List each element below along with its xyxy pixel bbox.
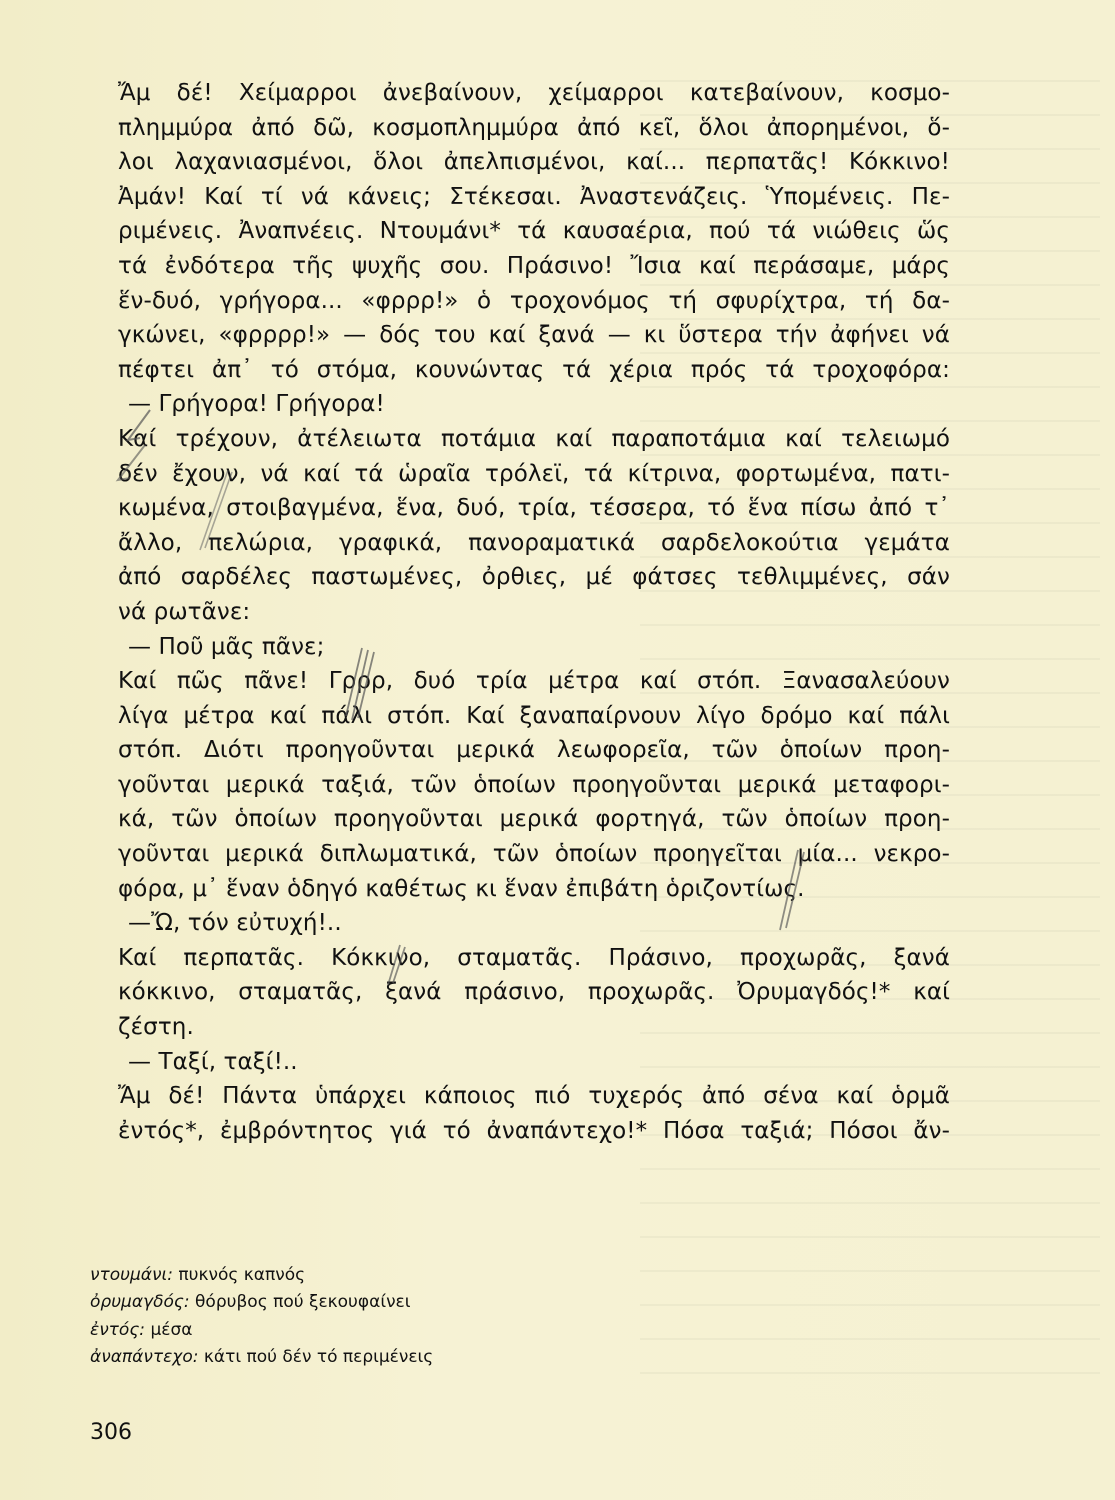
page-number: 306 xyxy=(90,1420,132,1445)
text-line: Καί τρέχουν, ἀτέλειωτα ποτάμια καί παραποτάμια καί τελειωμό xyxy=(118,425,950,452)
text-line: γοῦνται μερικά ταξιά, τῶν ὁποίων προηγοῦνται μερικά μεταφορι- xyxy=(118,771,950,798)
text-line: — Ταξί, ταξί!.. xyxy=(128,1048,298,1075)
text-line: νά ρωτᾶνε: xyxy=(118,598,251,625)
text-line: πλημμύρα ἀπό δῶ, κοσμοπλημμύρα ἀπό κεῖ, ὅλοι ἀπορημένοι, ὅ- xyxy=(118,114,950,141)
footnote-definition: κάτι πού δέν τό περιμένεις xyxy=(203,1346,434,1367)
footnote-definition: θόρυβος πού ξεκουφαίνει xyxy=(195,1292,411,1313)
text-line: γοῦνται μερικά διπλωματικά, τῶν ὁποίων προηγεῖται μία... νεκρο- xyxy=(118,841,950,868)
text-line: κωμένα, στοιβαγμένα, ἕνα, δυό, τρία, τέσσερα, τό ἕνα πίσω ἀπό τ᾿ xyxy=(118,495,950,522)
footnote-definition: πυκνός καπνός xyxy=(178,1265,306,1285)
text-line: —Ὤ, τόν εὐτυχή!.. xyxy=(128,910,342,937)
text-line: Ἄμ δέ! Χείμαρροι ἀνεβαίνουν, χείμαρροι κατεβαίνουν, κοσμο- xyxy=(118,80,950,106)
text-line: — Γρήγορα! Γρήγορα! xyxy=(128,391,385,418)
text-line: γκώνει, «φρρρρ!» — δός του καί ξανά — κι ὕστερα τήν ἀφήνει νά xyxy=(118,322,950,349)
text-line: κόκκινο, σταματᾶς, ξανά πράσινο, προχωρᾶς. Ὀρυμαγδός!* καί xyxy=(118,979,950,1006)
text-line: τά ἐνδότερα τῆς ψυχῆς σου. Πράσινο! Ἴσια καί περάσαμε, μάρς xyxy=(118,252,950,279)
text-line: Ἄμ δέ! Πάντα ὑπάρχει κάποιος πιό τυχερός ἀπό σένα καί ὁρμᾶ xyxy=(118,1083,950,1110)
text-line: κά, τῶν ὁποίων προηγοῦνται μερικά φορτηγά, τῶν ὁποίων προη- xyxy=(118,806,950,833)
text-line: στόπ. Διότι προηγοῦνται μερικά λεωφορεῖα, τῶν ὁποίων προη- xyxy=(118,737,950,764)
text-line: δέν ἔχουν, νά καί τά ὡραῖα τρόλεϊ, τά κίτρινα, φορτωμένα, πατι- xyxy=(118,460,950,487)
footnote-term: ἐντός: xyxy=(90,1319,146,1340)
text-line: ἀπό σαρδέλες παστωμένες, ὀρθιες, μέ φάτσες τεθλιμμένες, σάν xyxy=(118,564,950,591)
footnote-item xyxy=(90,1262,590,1289)
footnote-item xyxy=(90,1317,590,1344)
footnote-item xyxy=(90,1344,590,1371)
footnote-term: ἀναπάντεχο: xyxy=(90,1346,199,1367)
main-text xyxy=(118,76,950,1148)
text-line: ριμένεις. Ἀναπνέεις. Ντουμάνι* τά καυσαέρια, πού τά νιώθεις ὥς xyxy=(118,218,950,245)
footnote-definition: μέσα xyxy=(150,1319,193,1340)
text-line: — Ποῦ μᾶς πᾶνε; xyxy=(128,633,325,660)
text-line: φόρα, μ᾿ ἕναν ὁδηγό καθέτως κι ἕναν ἐπιβάτη ὁριζοντίως. xyxy=(118,875,805,902)
text-line: λοι λαχανιασμένοι, ὅλοι ἀπελπισμένοι, καί... περπατᾶς! Κόκκινο! xyxy=(118,149,950,176)
text-line: ἄλλο, πελώρια, γραφικά, πανοραματικά σαρδελοκούτια γεμάτα xyxy=(118,529,950,556)
text-line: ζέστη. xyxy=(118,1014,194,1041)
text-line: Καί περπατᾶς. Κόκκινο, σταματᾶς. Πράσινο, προχωρᾶς, ξανά xyxy=(118,944,950,971)
footnotes xyxy=(90,1262,590,1371)
footnote-term: ντουμάνι: xyxy=(90,1265,173,1285)
text-line: λίγα μέτρα καί πάλι στόπ. Καί ξαναπαίρνουν λίγο δρόμο καί πάλι xyxy=(118,702,950,729)
text-line: ἕν-δυό, γρήγορα... «φρρρ!» ὁ τροχονόμος τή σφυρίχτρα, τή δα- xyxy=(118,287,950,314)
text-line: ἐντός*, ἐμβρόντητος γιά τό ἀναπάντεχο!* Πόσα ταξιά; Πόσοι ἄν- xyxy=(118,1117,950,1144)
footnote-item xyxy=(90,1289,590,1316)
footnote-term: ὀρυμαγδός: xyxy=(90,1292,190,1313)
text-line: Καί πῶς πᾶνε! Γρρρ, δυό τρία μέτρα καί στόπ. Ξανασαλεύουν xyxy=(118,668,950,695)
text-line: πέφτει ἀπ᾿ τό στόμα, κουνώντας τά χέρια πρός τά τροχοφόρα: xyxy=(118,356,950,383)
text-line: Ἀμάν! Καί τί νά κάνεις; Στέκεσαι. Ἀναστενάζεις. Ὑπομένεις. Πε- xyxy=(118,183,950,210)
